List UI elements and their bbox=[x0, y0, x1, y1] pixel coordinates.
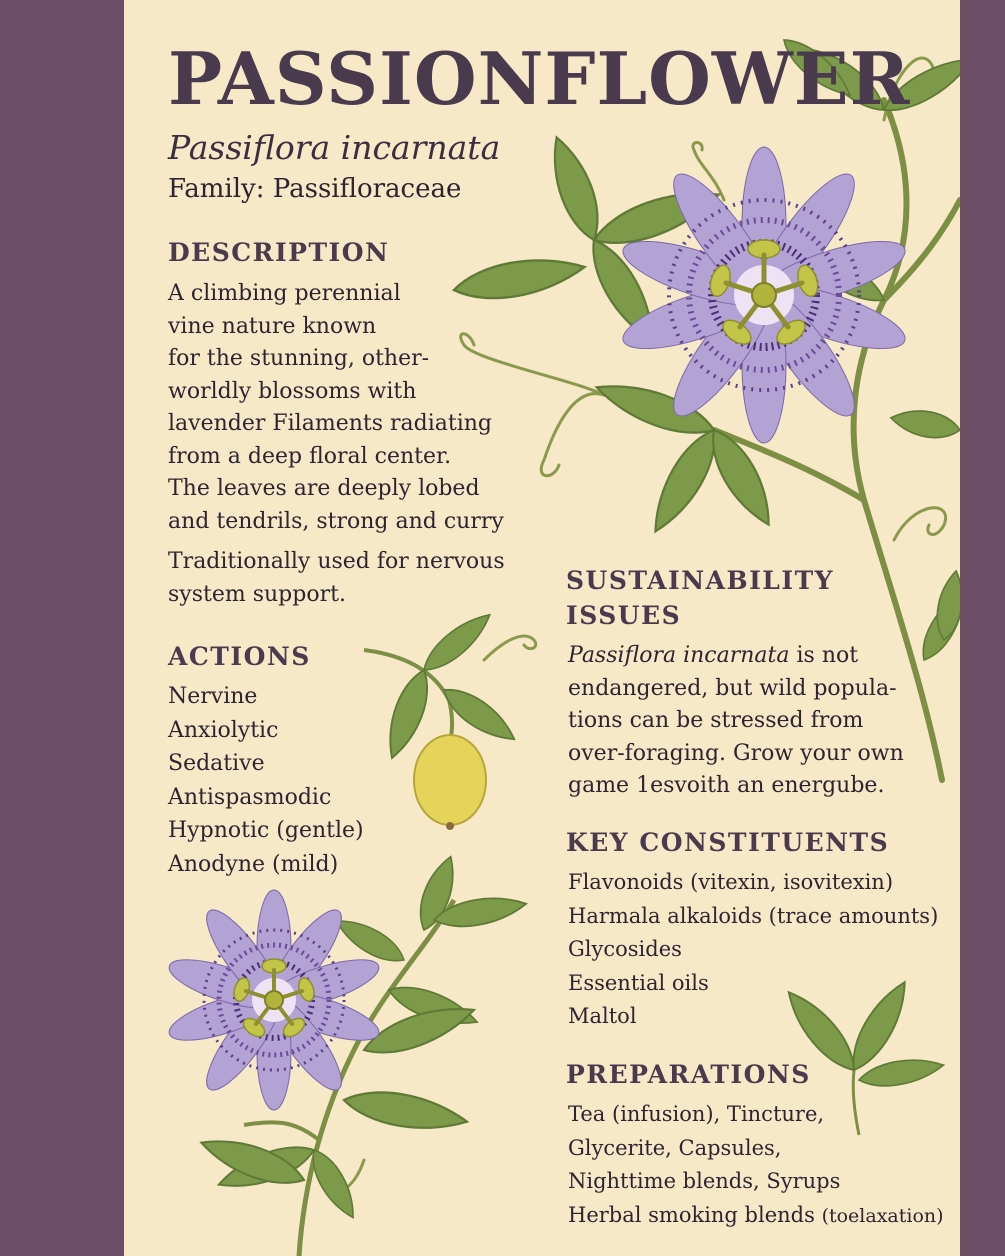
constituent-item: Essential oils bbox=[568, 970, 709, 995]
action-item: Antispasmodic bbox=[168, 784, 332, 810]
preparation-line: Glycerite, Capsules, bbox=[568, 1135, 782, 1160]
fruit-branch bbox=[364, 606, 522, 830]
constituent-item: Maltol bbox=[568, 1004, 637, 1028]
constituents-list bbox=[568, 866, 938, 1034]
page-title: PASSIONFLOWER bbox=[168, 36, 911, 121]
latin-name: Passiflora incarnata bbox=[168, 128, 501, 167]
action-item: Hypnotic (gentle) bbox=[168, 818, 364, 843]
constituents-heading: KEY CONSTITUENTS bbox=[566, 828, 890, 857]
constituent-item: Harmala alkaloids (trace amounts) bbox=[568, 903, 939, 928]
description-line: from a deep floral center. bbox=[168, 443, 452, 469]
preparations-heading: PREPARATIONS bbox=[566, 1060, 811, 1089]
family-name: Family: Passifloraceae bbox=[168, 174, 462, 204]
sustainability-latin: Passiflora incarnata bbox=[568, 643, 790, 668]
description-line: worldly blossoms with bbox=[168, 378, 417, 404]
description-line: lavender Filaments radiating bbox=[168, 411, 493, 436]
sustainability-text bbox=[568, 640, 904, 803]
actions-list bbox=[168, 680, 364, 881]
traditional-use-text bbox=[168, 546, 505, 611]
actions-heading: ACTIONS bbox=[168, 642, 311, 671]
action-item: Nervine bbox=[168, 684, 258, 709]
sustainability-line: tions can be stressed from bbox=[568, 708, 864, 733]
sustainability-heading-line2: ISSUES bbox=[566, 601, 682, 630]
preparation-line: Tea (infusion), Tincture, bbox=[568, 1102, 825, 1126]
preparation-last-line bbox=[568, 1199, 944, 1234]
constituent-item: Flavonoids (vitexin, isovitexin) bbox=[568, 870, 894, 894]
traditional-use-line: system support. bbox=[168, 581, 346, 607]
action-item: Anxiolytic bbox=[168, 717, 279, 743]
sustainability-first-rest: is not bbox=[789, 643, 859, 668]
preparation-last-note: (toelaxation) bbox=[821, 1204, 944, 1227]
herbal-card bbox=[124, 0, 960, 1256]
description-line: vine nature known bbox=[168, 313, 377, 339]
description-line: The leaves are deeply lobed bbox=[168, 476, 480, 501]
constituent-item: Glycosides bbox=[568, 937, 682, 961]
sustainability-line: game 1esvoith an energube. bbox=[568, 773, 885, 798]
description-heading: DESCRIPTION bbox=[168, 238, 390, 267]
description-line: and tendrils, strong and curry bbox=[168, 508, 504, 534]
description-line: for the stunning, other- bbox=[168, 346, 430, 371]
traditional-use-line: Traditionally used for nervous bbox=[168, 549, 505, 574]
preparation-line: Nighttime blends, Syrups bbox=[568, 1169, 841, 1193]
description-line: A climbing perennial bbox=[168, 281, 401, 306]
sustainability-heading-line1: SUSTAINABILITY bbox=[566, 566, 835, 595]
description-text bbox=[168, 278, 504, 538]
preparations-list bbox=[568, 1098, 944, 1233]
sustainability-line: over-foraging. Grow your own bbox=[568, 740, 904, 766]
sustainability-line: endangered, but wild popula- bbox=[568, 675, 897, 701]
action-item: Sedative bbox=[168, 751, 265, 776]
sustainability-first-line bbox=[568, 640, 904, 673]
action-item: Anodyne (mild) bbox=[168, 851, 339, 877]
preparation-last-main: Herbal smoking blends bbox=[568, 1202, 822, 1227]
